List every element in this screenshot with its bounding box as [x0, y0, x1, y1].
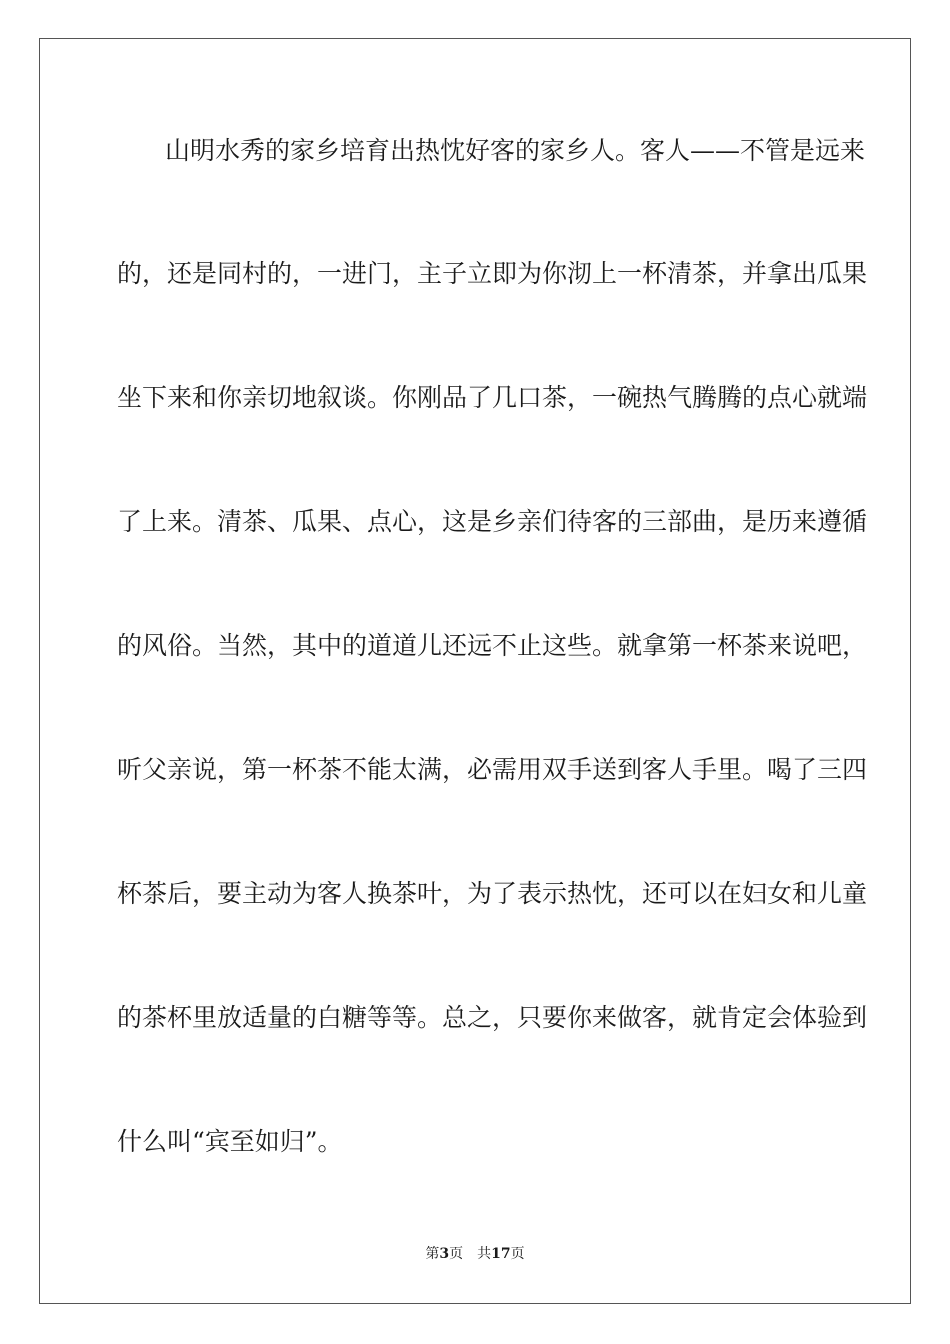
total-suffix: 页 — [510, 1246, 525, 1262]
page-footer — [0, 1245, 950, 1263]
page-number: 3 — [439, 1246, 450, 1262]
text-line: 听父亲说，第一杯茶不能太满，必需用双手送到客人手里。喝了三四 — [117, 755, 868, 784]
text-line: 坐下来和你亲切地叙谈。你刚品了几口茶，一碗热气腾腾的点心就端 — [117, 383, 868, 412]
page-suffix: 页 — [449, 1246, 464, 1262]
text-line: 的茶杯里放适量的白糖等等。总之，只要你来做客，就肯定会体验到 — [117, 1003, 868, 1032]
page-border — [39, 38, 911, 1304]
text-line: 山明水秀的家乡培育出热忱好客的家乡人。客人——不管是远来 — [165, 136, 866, 165]
text-line: 的风俗。当然，其中的道道儿还远不止这些。就拿第一杯茶来说吧， — [117, 631, 868, 660]
text-line: 的，还是同村的，一进门，主子立即为你沏上一杯清茶，并拿出瓜果 — [117, 259, 868, 288]
total-pages: 17 — [491, 1246, 511, 1262]
total-prefix: 共 — [477, 1246, 492, 1262]
text-line: 了上来。清茶、瓜果、点心，这是乡亲们待客的三部曲，是历来遵循 — [117, 507, 868, 536]
page-prefix: 第 — [425, 1246, 440, 1262]
text-line: 杯茶后，要主动为客人换茶叶，为了表示热忱，还可以在妇女和儿童 — [117, 879, 868, 908]
text-line: 什么叫“宾至如归”。 — [117, 1127, 343, 1156]
